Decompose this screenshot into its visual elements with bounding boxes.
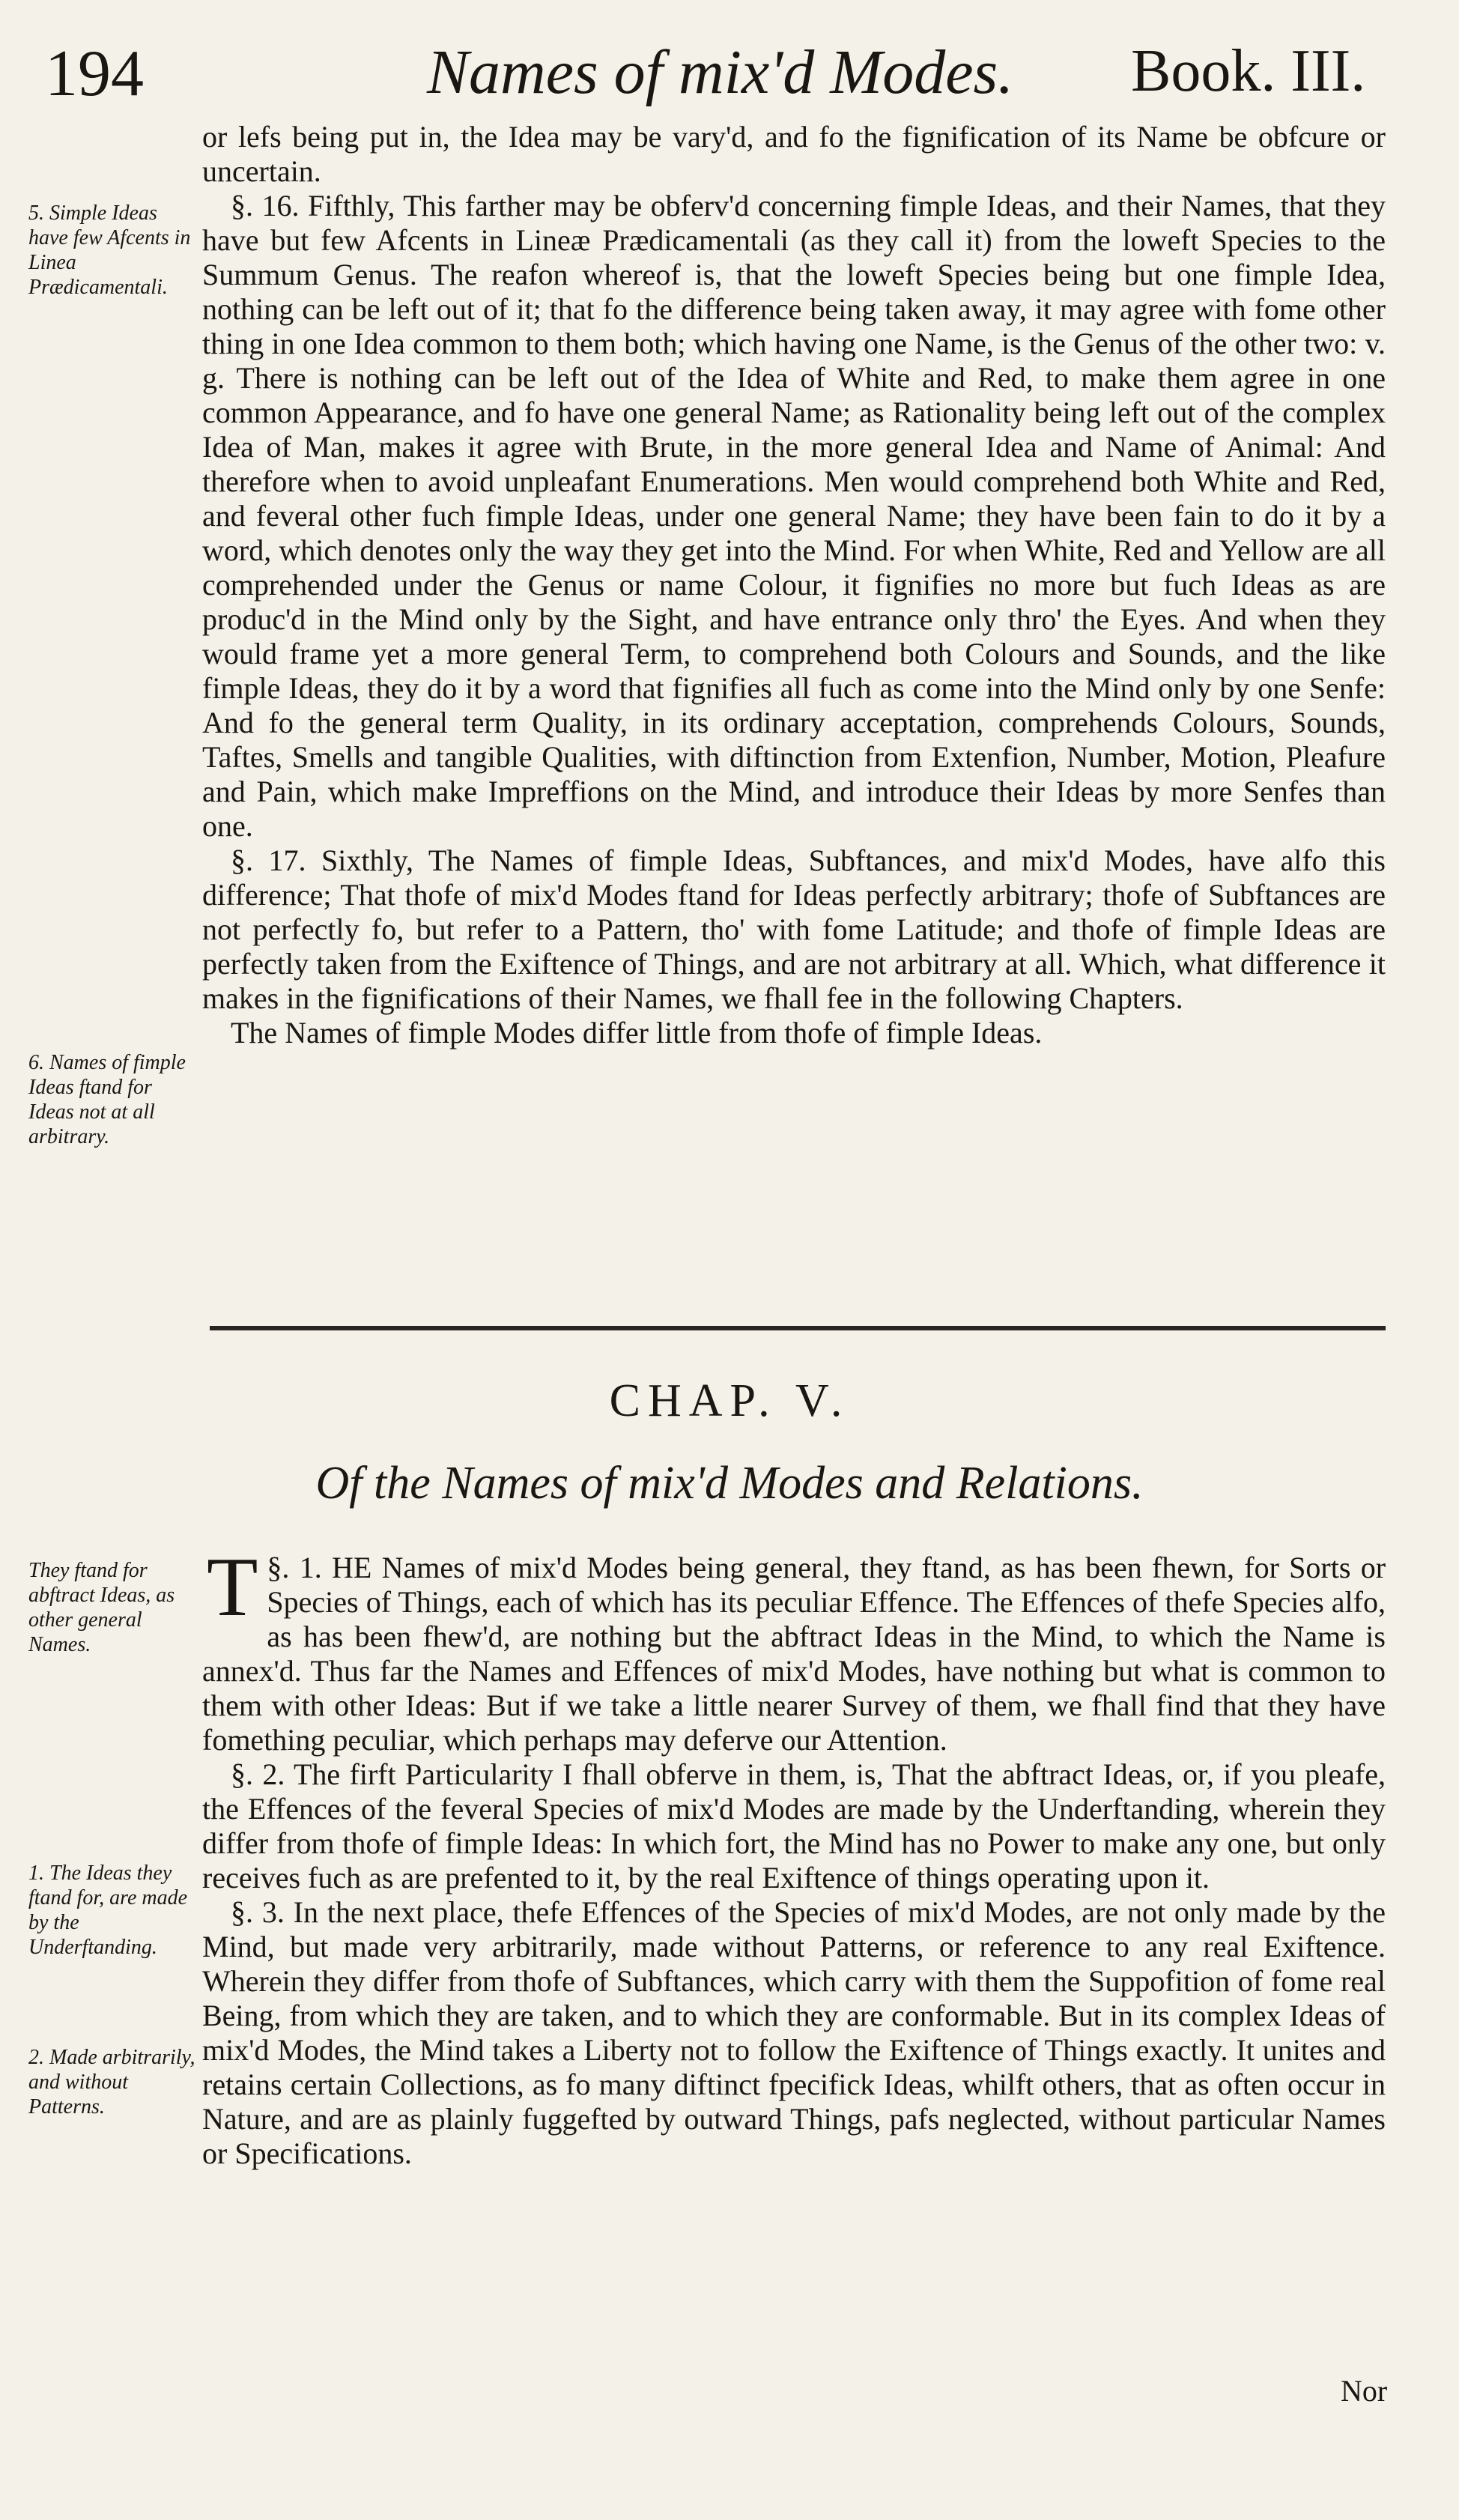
- paragraph: or lefs being put in, the Idea may be vary'd, and fo the fignification of its Name be obfcure or uncertain.: [202, 120, 1386, 188]
- section-rule: [210, 1326, 1386, 1330]
- main-text-bottom: [202, 1541, 1386, 2171]
- page-number: 194: [45, 37, 144, 110]
- paragraph: The Names of fimple Modes differ little from thofe of fimple Ideas.: [231, 1016, 1043, 1050]
- margin-note: 5. Simple Ideas have few Afcents in Linea Prædicamentali.: [28, 202, 191, 299]
- chapter-subtitle: Of the Names of mix'd Modes and Relations.: [315, 1458, 1144, 1509]
- main-text-top: [202, 120, 1386, 1050]
- paragraph: §. 3. In the next place, thefe Effences of the Species of mix'd Modes, are not only made by the Mind, but made very arbitrarily, made without Patterns, or reference to any real Exiftence. Wherein they differ from thofe of Subftances, which carry with them the Suppofition of fome real Being, from which they are taken, and to which they are conformable. But in its complex Ideas of mix'd Modes, the Mind takes a Liberty not to follow the Exiftence of Things exactly. It unites and retains certain Collections, as fo many diftinct fpecifick Ideas, whilft others, that as often occur in Nature, and are as plainly fuggefted by outward Things, pafs neglected, without particular Names or Specifications.: [202, 1895, 1386, 2170]
- drop-cap: T: [207, 1541, 258, 1634]
- margin-note: 1. The Ideas they ftand for, are made by the Underftanding.: [28, 1862, 188, 1959]
- chapter-title: CHAP. V.: [609, 1375, 850, 1426]
- section-mark: §. 1.: [267, 1551, 322, 1584]
- paragraph: §. 17. Sixthly, The Names of fimple Ideas, Subftances, and mix'd Modes, have alfo this difference; That thofe of mix'd Modes ftand for Ideas perfectly arbitrary; thofe of Subftances are not perfectly fo, but refer to a Pattern, tho' with fome Latitude; and thofe of fimple Ideas are perfectly taken from the Exiftence of Things, and are not arbitrary at all. Which, what difference it makes in the fignifications of their Names, we fhall fee in the following Chapters.: [202, 843, 1386, 1015]
- margin-note: 2. Made arbitrarily, and without Patterns.: [28, 2046, 195, 2118]
- paragraph: [202, 1541, 1386, 1757]
- margin-note: 6. Names of fimple Ideas ftand for Ideas not at all arbitrary.: [28, 1051, 186, 1148]
- catchword: Nor: [1341, 2374, 1388, 2408]
- paragraph: §. 2. The firft Particularity I fhall obferve in them, is, That the abftract Ideas, or, if you pleafe, the Effences of the feveral Species of mix'd Modes are made by the Underftanding, wherein they differ from thofe of fimple Ideas: In which fort, the Mind has no Power to make any one, but only receives fuch as are prefented to it, by the real Exiftence of things operating upon it.: [202, 1757, 1386, 1894]
- margin-note: They ftand for abftract Ideas, as other general Names.: [28, 1559, 175, 1656]
- running-title: Names of mix'd Modes.: [427, 37, 1014, 107]
- paragraph: §. 16. Fifthly, This farther may be obferv'd concerning fimple Ideas, and their Names, that they have but few Afcents in Lineæ Prædicamentali (as they call it) from the loweft Species to the Summum Genus. The reafon whereof is, that the loweft Species being but one fimple Idea, nothing can be left out of it; that fo the difference being taken away, it may agree with fome other thing in one Idea common to them both; which having one Name, is the Genus of the other two: v. g. There is nothing can be left out of the Idea of White and Red, to make them agree in one common Appearance, and fo have one general Name; as Rationality being left out of the complex Idea of Man, makes it agree with Brute, in the more general Idea and Name of Animal: And therefore when to avoid unpleafant Enumerations. Men would comprehend both White and Red, and feveral other fuch fimple Ideas, under one general Name; they have been fain to do it by a word, which denotes only the way they get into the Mind. For when White, Red and Yellow are all comprehended under the Genus or name Colour, it fignifies no more but fuch Ideas as are produc'd in the Mind only by the Sight, and have entrance only thro' the Eyes. And when they would frame yet a more general Term, to comprehend both Colours and Sounds, and the like fimple Ideas, they do it by a word that fignifies all fuch as come into the Mind only by one Senfe: And fo the general term Quality, in its ordinary acceptation, comprehends Colours, Sounds, Taftes, Smells and tangible Qualities, with diftinction from Extenfion, Number, Motion, Pleafure and Pain, which make Impreffions on the Mind, and introduce their Ideas by more Senfes than one.: [202, 189, 1386, 843]
- paragraph-text: HE Names of mix'd Modes being general, they ftand, as has been fhewn, for Sorts or Species of Things, each of which has its peculiar Effence. The Effences of thefe Species alfo, as has been fhew'd, are nothing but the abftract Ideas in the Mind, to which the Name is annex'd. Thus far the Names and Effences of mix'd Modes, have nothing but what is common to them with other Ideas: But if we take a little nearer Survey of them, we fhall find that they have fomething peculiar, which perhaps may deferve our Attention.: [202, 1551, 1386, 1757]
- running-book-label: Book. III.: [1131, 38, 1366, 104]
